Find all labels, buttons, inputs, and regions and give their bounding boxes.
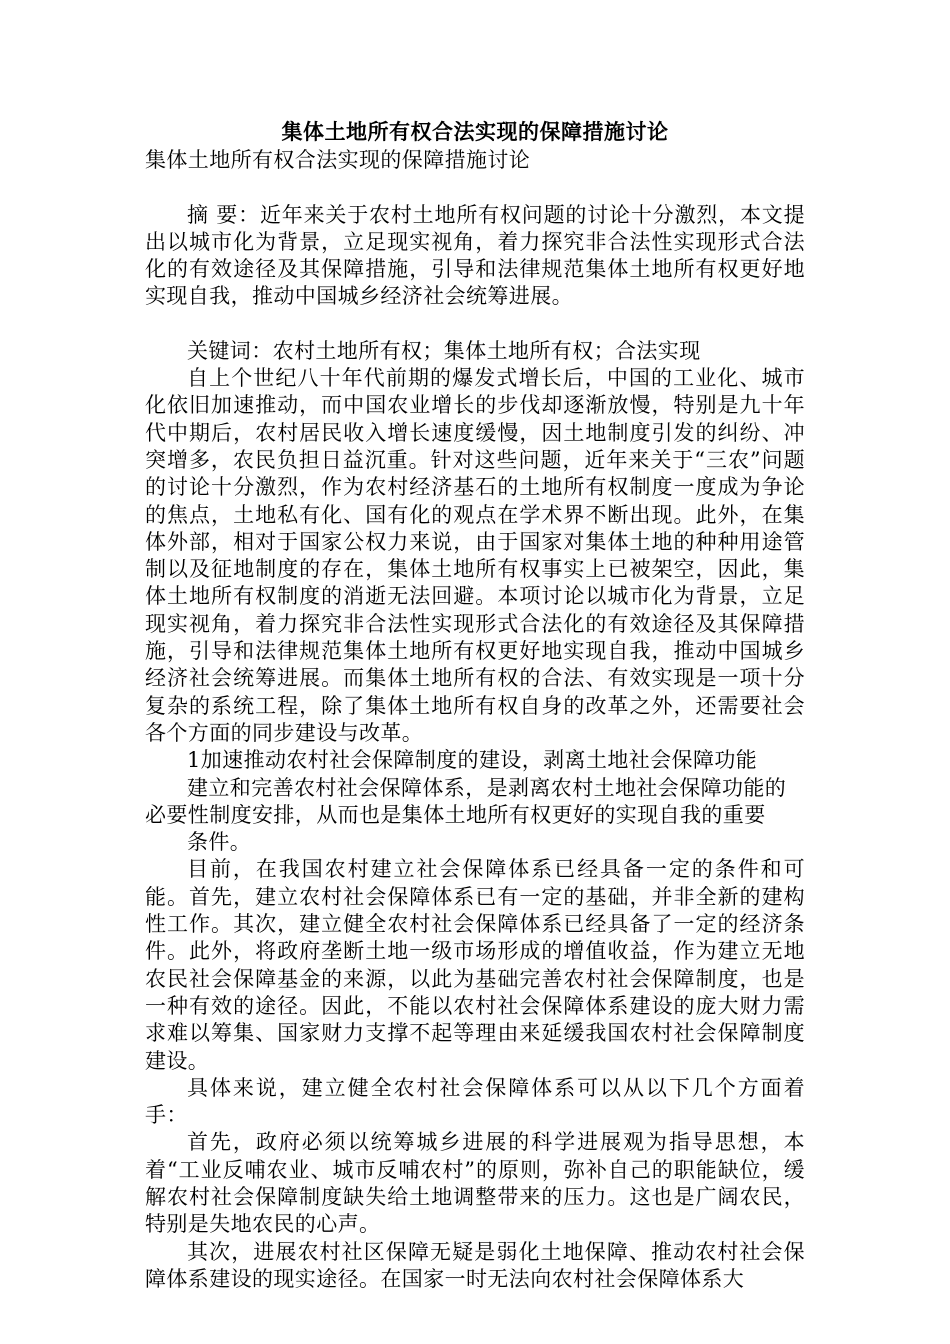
section-heading-1: 1加速推动农村社会保障制度的建设，剥离土地社会保障功能 — [187, 748, 758, 773]
body-paragraph-6: 首先，政府必须以统筹城乡进展的科学进展观为指导思想，本着“工业反哺农业、城市反哺农村”的原则，弥补自己的职能缺位，缓解农村社会保障制度缺失给土地调整带来的压力。这也是广阔农民，特别是失地农民的心声。 — [145, 1130, 805, 1237]
body-paragraph-intro: 自上个世纪八十年代前期的爆发式增长后，中国的工业化、城市化依旧加速推动，而中国农业增长的步伐却逐渐放慢，特别是九十年代中期后，农村居民收入增长速度缓慢，因土地制度引发的纠纷、冲突增多，农民负担日益沉重。针对这些问题，近年来关于“三农”问题的讨论十分激烈，作为农村经济基石的土地所有权制度一度成为争论的焦点，土地私有化、国有化的观点在学术界不断出现。此外，在集体外部，相对于国家公权力来说，由于国家对集体土地的种种用途管制以及征地制度的存在，集体土地所有权事实上已被架空，因此，集体土地所有权制度的消逝无法回避。本项讨论以城市化为背景，立足现实视角，着力探究非合法性实现形式合法化的有效途径及其保障措施，引导和法律规范集体土地所有权更好地实现自我，推动中国城乡经济社会统筹进展。而集体土地所有权的合法、有效实现是一项十分复杂的系统工程，除了集体土地所有权自身的改革之外，还需要社会各个方面的同步建设与改革。 — [145, 366, 805, 745]
document-page — [145, 118, 805, 1293]
document-title: 集体土地所有权合法实现的保障措施讨论 — [281, 119, 669, 144]
body-paragraph-3: 条件。 — [187, 830, 252, 855]
abstract-text: 近年来关于农村土地所有权问题的讨论十分激烈，本文提出以城市化为背景，立足现实视角，着力探究非合法性实现形式合法化的有效途径及其保障措施，引导和法律规范集体土地所有权更好地实现自我，推动中国城乡经济社会统筹进展。 — [145, 202, 805, 309]
abstract-label: 摘 要： — [187, 202, 260, 227]
abstract-paragraph — [145, 202, 805, 311]
body-paragraph-2: 建立和完善农村社会保障体系，是剥离农村土地社会保障功能的必要性制度安排，从而也是集体土地所有权更好的实现自我的重要 — [145, 775, 787, 827]
body-paragraph-5: 具体来说，建立健全农村社会保障体系可以从以下几个方面着手： — [145, 1075, 805, 1128]
body-paragraph-7: 其次，进展农村社区保障无疑是弱化土地保障、推动农村社会保障体系建设的现实途径。在国家一时无法向农村社会保障体系大 — [145, 1239, 805, 1291]
document-subtitle: 集体土地所有权合法实现的保障措施讨论 — [145, 148, 531, 173]
body-paragraph-4: 目前，在我国农村建立社会保障体系已经具备一定的条件和可能。首先，建立农村社会保障体系已有一定的基础，并非全新的建构性工作。其次，建立健全农村社会保障体系已经具备了一定的经济条件。此外，将政府垄断土地一级市场形成的增值收益，作为建立无地农民社会保障基金的来源，以此为基础完善农村社会保障制度，也是一种有效的途径。因此，不能以农村社会保障体系建设的庞大财力需求难以筹集、国家财力支撑不起等理由来延缓我国农村社会保障制度建设。 — [145, 857, 805, 1073]
keywords-line: 关键词：农村土地所有权；集体土地所有权；合法实现 — [187, 338, 701, 363]
